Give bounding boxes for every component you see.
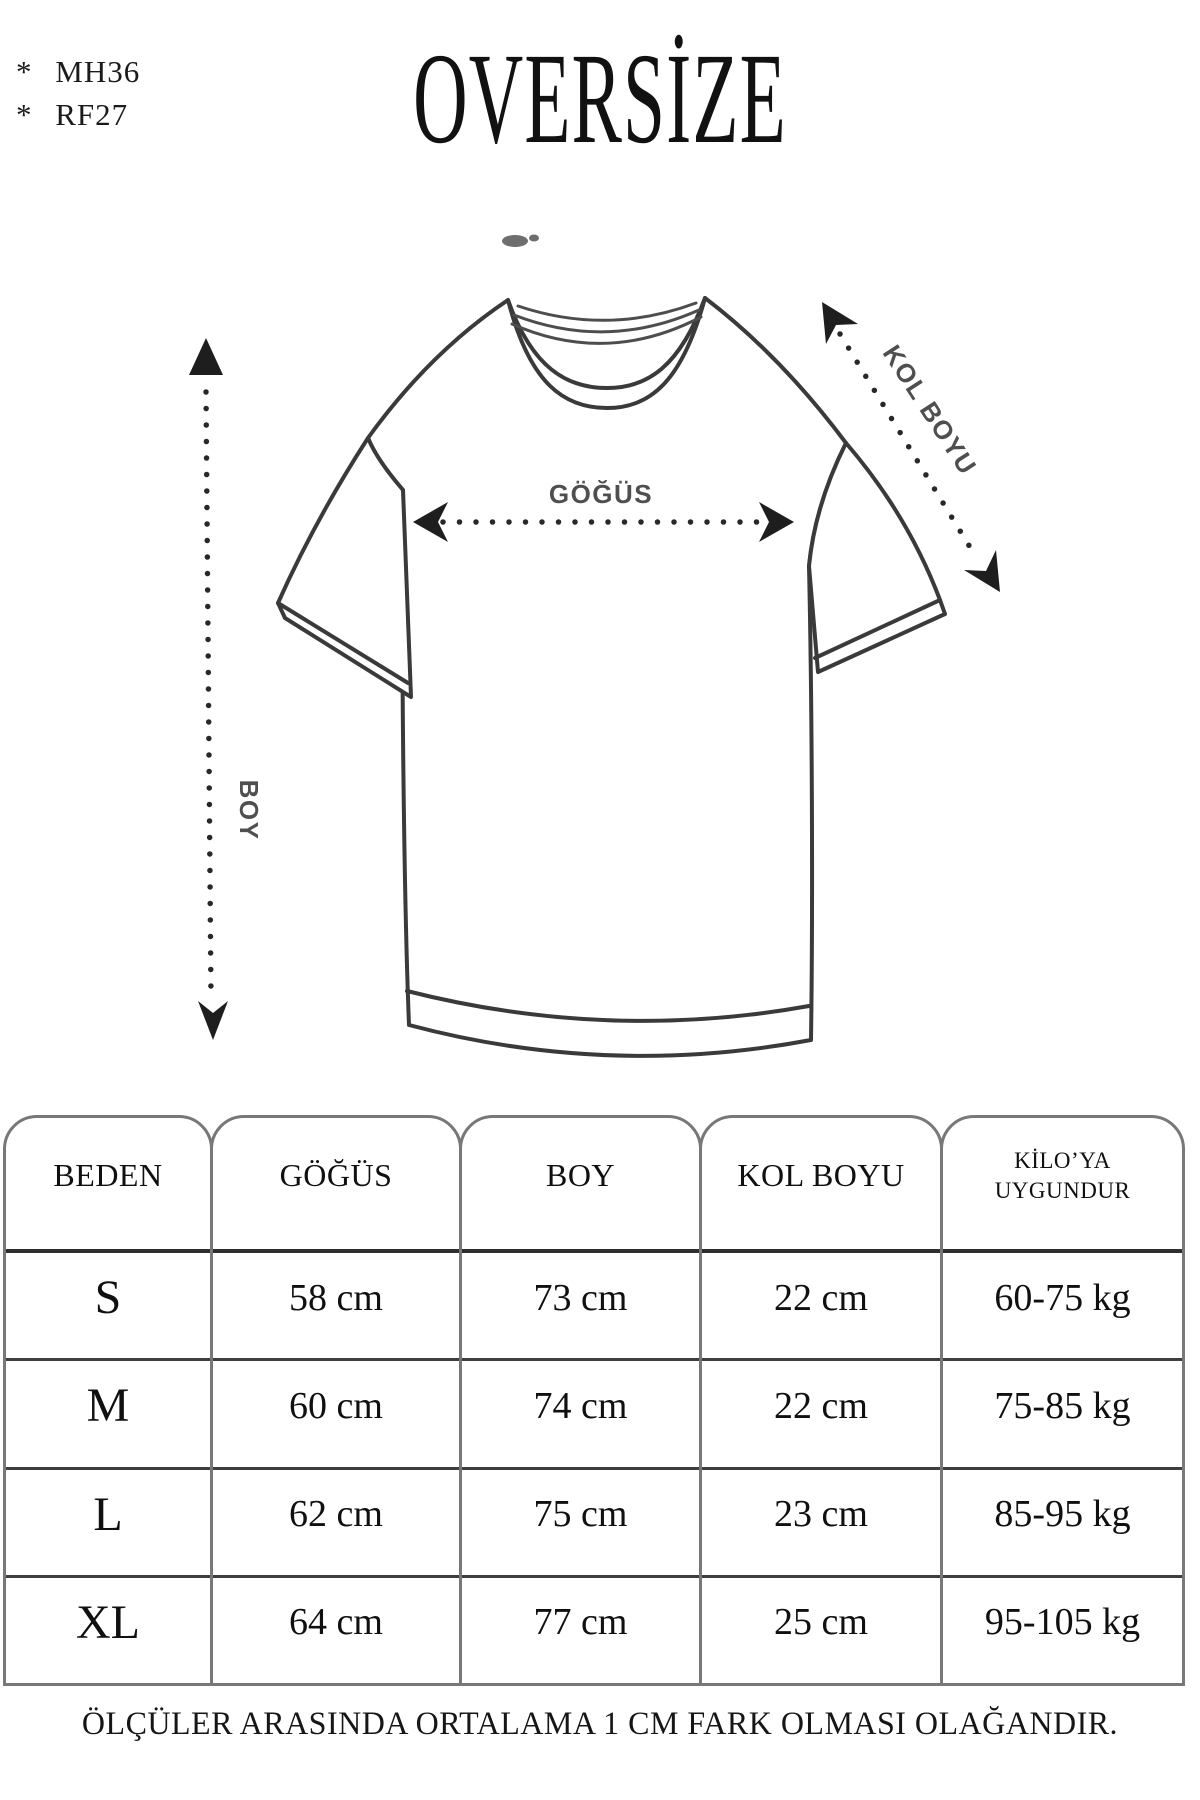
value-cell: 74 cm	[462, 1358, 699, 1466]
tshirt-left-sleeve	[278, 438, 411, 697]
size-table	[3, 1115, 1194, 1686]
value-cell: 58 cm	[213, 1249, 459, 1358]
collar-top-mark	[502, 235, 539, 248]
note-text: ÖLÇÜLER ARASINDA ORTALAMA 1 CM FARK OLMASI OLAĞANDIR.	[81, 1706, 1119, 1742]
value-cell: 95-105 kg	[943, 1575, 1182, 1683]
boy-arrowhead-down	[198, 1001, 228, 1040]
value-cell: 25 cm	[702, 1575, 940, 1683]
tshirt-body	[368, 298, 846, 1056]
boy-arrowhead-up	[189, 338, 223, 375]
product-code-line: * MH36	[16, 54, 141, 89]
value-cell: 22 cm	[702, 1249, 940, 1358]
collar-ribbing	[512, 303, 701, 343]
table-column-boy	[459, 1115, 702, 1686]
value-cell: 75 cm	[462, 1467, 699, 1575]
product-code-line: * RF27	[16, 97, 129, 132]
column-header: GÖĞÜS	[279, 1157, 393, 1193]
value-cell: 60-75 kg	[943, 1249, 1182, 1358]
value-cell: 73 cm	[462, 1249, 699, 1358]
table-column-gogus	[210, 1115, 462, 1686]
column-header: BEDEN	[53, 1157, 163, 1193]
column-header: KİLO’YA UYGUNDUR	[994, 1147, 1131, 1203]
size-cell: XL	[6, 1575, 210, 1683]
value-cell: 77 cm	[462, 1575, 699, 1683]
column-header: BOY	[545, 1157, 616, 1193]
value-cell: 75-85 kg	[943, 1358, 1182, 1466]
value-cell: 22 cm	[702, 1358, 940, 1466]
table-column-kiloya-uygundur	[940, 1115, 1185, 1686]
tshirt-illustration	[140, 220, 1020, 1100]
kol-boyu-arrowhead-up	[822, 302, 858, 344]
boy-arrow	[189, 338, 228, 1040]
size-diagram	[140, 220, 1020, 1100]
value-cell: 23 cm	[702, 1467, 940, 1575]
value-cell: 85-95 kg	[943, 1467, 1182, 1575]
size-cell: L	[6, 1467, 210, 1575]
kol-boyu-arrowhead-down	[964, 550, 1000, 592]
value-cell: 64 cm	[213, 1575, 459, 1683]
product-codes	[16, 50, 140, 136]
table-column-beden	[3, 1115, 213, 1686]
value-cell: 60 cm	[213, 1358, 459, 1466]
size-cell: M	[6, 1358, 210, 1466]
kol-boyu-label: KOL BOYU	[876, 339, 984, 481]
boy-label: BOY	[234, 779, 264, 841]
table-column-kol-boyu	[699, 1115, 943, 1686]
page-title: OVERSİZE	[413, 27, 787, 171]
gogus-label: GÖĞÜS	[548, 479, 654, 509]
size-cell: S	[6, 1249, 210, 1358]
column-header: KOL BOYU	[737, 1157, 905, 1193]
value-cell: 62 cm	[213, 1467, 459, 1575]
tshirt-right-sleeve	[809, 443, 945, 672]
